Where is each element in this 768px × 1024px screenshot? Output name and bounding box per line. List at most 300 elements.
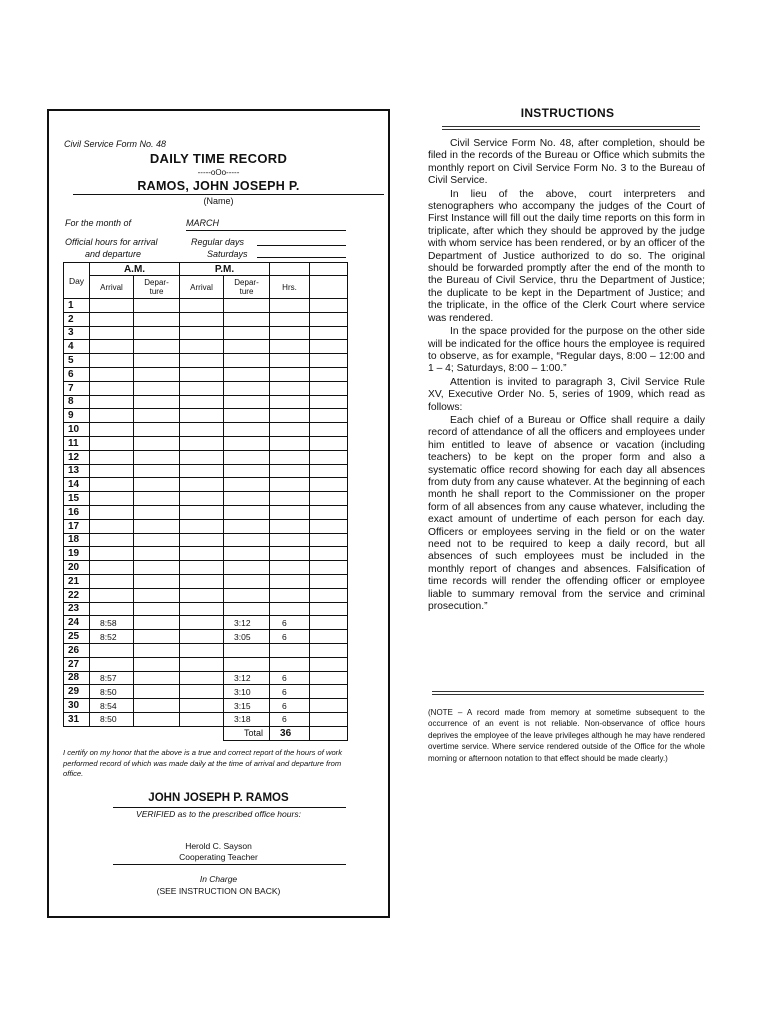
hrs-cell[interactable]: 6 bbox=[270, 671, 310, 685]
pm-arrival-cell[interactable] bbox=[180, 602, 224, 616]
hrs-cell[interactable] bbox=[270, 312, 310, 326]
pm-arrival-cell[interactable] bbox=[180, 381, 224, 395]
table-row bbox=[64, 712, 348, 726]
am-departure-cell[interactable] bbox=[134, 699, 180, 713]
pm-departure-cell[interactable]: 3:12 bbox=[224, 616, 270, 630]
am-departure-cell[interactable] bbox=[134, 340, 180, 354]
am-departure-cell[interactable] bbox=[134, 478, 180, 492]
table-row bbox=[64, 547, 348, 561]
pm-arrival-cell[interactable] bbox=[180, 450, 224, 464]
hrs-cell[interactable]: 6 bbox=[270, 712, 310, 726]
am-departure-cell[interactable] bbox=[134, 299, 180, 313]
hrs-cell[interactable] bbox=[270, 395, 310, 409]
instruction-paragraph: Civil Service Form No. 48, after completion, should be filed in the records of the Bureau or Office which submits the monthly report on Civil Service Form No. 3 to the Bureau of Civil Service. bbox=[428, 138, 705, 187]
am-arrival-cell[interactable]: 8:58 bbox=[90, 616, 134, 630]
pm-header: P.M. bbox=[180, 263, 270, 276]
am-arrival-cell[interactable] bbox=[90, 519, 134, 533]
day-number: 11 bbox=[64, 436, 90, 450]
am-departure-cell[interactable] bbox=[134, 630, 180, 644]
pm-departure-cell[interactable] bbox=[224, 436, 270, 450]
am-departure-cell[interactable] bbox=[134, 423, 180, 437]
table-row bbox=[64, 354, 348, 368]
pm-departure-cell[interactable] bbox=[224, 312, 270, 326]
day-number: 30 bbox=[64, 699, 90, 713]
pm-arrival-cell[interactable] bbox=[180, 533, 224, 547]
pm-departure-cell[interactable] bbox=[224, 519, 270, 533]
am-departure-cell[interactable] bbox=[134, 712, 180, 726]
pm-departure-cell[interactable] bbox=[224, 354, 270, 368]
hrs-cell[interactable] bbox=[270, 547, 310, 561]
pm-arrival-cell[interactable] bbox=[180, 616, 224, 630]
hrs-cell[interactable] bbox=[270, 602, 310, 616]
table-row bbox=[64, 602, 348, 616]
day-number: 18 bbox=[64, 533, 90, 547]
pm-departure-cell[interactable] bbox=[224, 533, 270, 547]
am-departure-cell[interactable] bbox=[134, 574, 180, 588]
am-departure-cell[interactable] bbox=[134, 616, 180, 630]
verifier-role: Cooperating Teacher bbox=[179, 852, 258, 862]
pm-departure-cell[interactable] bbox=[224, 381, 270, 395]
table-row bbox=[64, 561, 348, 575]
am-arrival-cell[interactable] bbox=[90, 395, 134, 409]
am-departure-cell[interactable] bbox=[134, 588, 180, 602]
pm-departure-cell[interactable]: 3:05 bbox=[224, 630, 270, 644]
extra-cell bbox=[310, 574, 348, 588]
hrs-cell[interactable] bbox=[270, 478, 310, 492]
hrs-cell[interactable]: 6 bbox=[270, 630, 310, 644]
am-arrival-cell[interactable] bbox=[90, 643, 134, 657]
day-number: 2 bbox=[64, 312, 90, 326]
regular-days-field[interactable] bbox=[257, 245, 346, 246]
official-hours-line1: Official hours for arrival bbox=[65, 237, 158, 247]
am-arrival-cell[interactable] bbox=[90, 340, 134, 354]
am-departure-cell[interactable] bbox=[134, 395, 180, 409]
table-row bbox=[64, 685, 348, 699]
pm-arrival-header: Arrival bbox=[180, 276, 224, 299]
verifier-name: Herold C. Sayson bbox=[185, 841, 252, 851]
verified-statement: VERIFIED as to the prescribed office hours: bbox=[136, 809, 301, 819]
pm-arrival-cell[interactable] bbox=[180, 409, 224, 423]
am-departure-cell[interactable] bbox=[134, 492, 180, 506]
am-departure-cell[interactable] bbox=[134, 381, 180, 395]
am-arrival-cell[interactable] bbox=[90, 409, 134, 423]
hrs-cell[interactable] bbox=[270, 409, 310, 423]
am-departure-cell[interactable] bbox=[134, 367, 180, 381]
table-row bbox=[64, 312, 348, 326]
extra-cell bbox=[310, 299, 348, 313]
pm-departure-cell[interactable] bbox=[224, 492, 270, 506]
day-number: 7 bbox=[64, 381, 90, 395]
instruction-paragraph: Attention is invited to paragraph 3, Civil Service Rule XV, Executive Order No. 5, series of 1909, which read as follows: bbox=[428, 376, 705, 413]
extra-cell bbox=[310, 505, 348, 519]
am-departure-cell[interactable] bbox=[134, 533, 180, 547]
instructions-title: INSTRUCTIONS bbox=[520, 106, 615, 120]
extra-cell bbox=[310, 381, 348, 395]
pm-arrival-cell[interactable] bbox=[180, 326, 224, 340]
hrs-cell[interactable] bbox=[270, 423, 310, 437]
am-arrival-cell[interactable]: 8:54 bbox=[90, 699, 134, 713]
am-arrival-cell[interactable]: 8:50 bbox=[90, 712, 134, 726]
pm-departure-cell[interactable] bbox=[224, 574, 270, 588]
table-row bbox=[64, 671, 348, 685]
table-row bbox=[64, 395, 348, 409]
extra-cell bbox=[310, 657, 348, 671]
table-row bbox=[64, 643, 348, 657]
day-number: 29 bbox=[64, 685, 90, 699]
day-number: 19 bbox=[64, 547, 90, 561]
month-label: For the month of bbox=[65, 218, 132, 228]
pm-departure-cell[interactable] bbox=[224, 299, 270, 313]
day-number: 31 bbox=[64, 712, 90, 726]
instruction-paragraph: In lieu of the above, court interpreters and stenographers who accompany the judges of the Court of First Instance will fill out the daily time reports on this form in triplicate, after which they should be approved by the judge with whom service has been rendered, or by an officer of the Department of Justice authorized to do so. The original should be forwarded promptly after the end of the month to the Bureau of Civil Service, thru the Department of Justice; the duplicate to be kept in the Department of Justice; and the triplicate, in the office of the Clerk Court where service was rendered. bbox=[428, 188, 705, 324]
am-departure-cell[interactable] bbox=[134, 671, 180, 685]
extra-cell bbox=[310, 312, 348, 326]
pm-arrival-cell[interactable] bbox=[180, 478, 224, 492]
extra-cell bbox=[310, 478, 348, 492]
am-arrival-cell[interactable] bbox=[90, 367, 134, 381]
hrs-cell[interactable] bbox=[270, 533, 310, 547]
am-departure-cell[interactable] bbox=[134, 409, 180, 423]
day-number: 12 bbox=[64, 450, 90, 464]
am-arrival-cell[interactable] bbox=[90, 561, 134, 575]
table-row bbox=[64, 478, 348, 492]
am-departure-header: Depar- ture bbox=[134, 276, 180, 299]
table-row bbox=[64, 574, 348, 588]
am-arrival-cell[interactable] bbox=[90, 547, 134, 561]
hrs-cell[interactable] bbox=[270, 588, 310, 602]
pm-departure-cell[interactable] bbox=[224, 561, 270, 575]
extra-cell bbox=[310, 630, 348, 644]
table-row bbox=[64, 450, 348, 464]
hrs-cell[interactable] bbox=[270, 657, 310, 671]
am-arrival-cell[interactable]: 8:50 bbox=[90, 685, 134, 699]
day-number: 8 bbox=[64, 395, 90, 409]
extra-cell bbox=[310, 367, 348, 381]
pm-departure-header: Depar- ture bbox=[224, 276, 270, 299]
am-arrival-cell[interactable] bbox=[90, 657, 134, 671]
extra-header-top bbox=[310, 263, 348, 276]
extra-cell bbox=[310, 588, 348, 602]
am-departure-cell[interactable] bbox=[134, 643, 180, 657]
am-arrival-cell[interactable] bbox=[90, 533, 134, 547]
extra-cell bbox=[310, 671, 348, 685]
hrs-header: Hrs. bbox=[270, 276, 310, 299]
pm-arrival-cell[interactable] bbox=[180, 588, 224, 602]
hrs-cell[interactable] bbox=[270, 574, 310, 588]
extra-cell bbox=[310, 547, 348, 561]
extra-cell bbox=[310, 616, 348, 630]
pm-departure-cell[interactable] bbox=[224, 423, 270, 437]
day-number: 25 bbox=[64, 630, 90, 644]
day-number: 6 bbox=[64, 367, 90, 381]
verifier-signature-line bbox=[113, 864, 346, 865]
pm-departure-cell[interactable] bbox=[224, 547, 270, 561]
instructions-top-rule bbox=[442, 126, 700, 130]
extra-cell bbox=[310, 712, 348, 726]
table-row bbox=[64, 699, 348, 713]
am-arrival-cell[interactable] bbox=[90, 588, 134, 602]
pm-arrival-cell[interactable] bbox=[180, 367, 224, 381]
day-number: 21 bbox=[64, 574, 90, 588]
table-row bbox=[64, 464, 348, 478]
extra-cell bbox=[310, 423, 348, 437]
pm-departure-cell[interactable] bbox=[224, 602, 270, 616]
pm-arrival-cell[interactable] bbox=[180, 423, 224, 437]
hrs-cell[interactable] bbox=[270, 505, 310, 519]
day-number: 3 bbox=[64, 326, 90, 340]
am-departure-cell[interactable] bbox=[134, 685, 180, 699]
extra-cell bbox=[310, 643, 348, 657]
table-row bbox=[64, 630, 348, 644]
pm-arrival-cell[interactable] bbox=[180, 657, 224, 671]
day-number: 1 bbox=[64, 299, 90, 313]
am-departure-cell[interactable] bbox=[134, 547, 180, 561]
table-row bbox=[64, 299, 348, 313]
month-value: MARCH bbox=[186, 218, 219, 228]
pm-departure-cell[interactable] bbox=[224, 340, 270, 354]
pm-arrival-cell[interactable] bbox=[180, 505, 224, 519]
table-row bbox=[64, 505, 348, 519]
day-number: 5 bbox=[64, 354, 90, 368]
extra-cell bbox=[310, 326, 348, 340]
extra-header bbox=[310, 276, 348, 299]
table-row bbox=[64, 657, 348, 671]
table-row bbox=[64, 381, 348, 395]
pm-departure-cell[interactable] bbox=[224, 657, 270, 671]
pm-arrival-cell[interactable] bbox=[180, 630, 224, 644]
day-number: 26 bbox=[64, 643, 90, 657]
saturdays-field[interactable] bbox=[257, 257, 346, 258]
form-ornament: -----oOo----- bbox=[197, 168, 240, 177]
pm-arrival-cell[interactable] bbox=[180, 671, 224, 685]
pm-departure-cell[interactable] bbox=[224, 588, 270, 602]
table-row bbox=[64, 367, 348, 381]
hrs-cell[interactable] bbox=[270, 464, 310, 478]
employee-name: RAMOS, JOHN JOSEPH P. bbox=[137, 179, 300, 193]
pm-departure-cell[interactable] bbox=[224, 505, 270, 519]
am-arrival-cell[interactable] bbox=[90, 574, 134, 588]
hrs-cell[interactable] bbox=[270, 643, 310, 657]
hrs-cell[interactable] bbox=[270, 381, 310, 395]
am-departure-cell[interactable] bbox=[134, 436, 180, 450]
pm-departure-cell[interactable] bbox=[224, 395, 270, 409]
hrs-cell[interactable] bbox=[270, 436, 310, 450]
hrs-cell[interactable] bbox=[270, 367, 310, 381]
pm-arrival-cell[interactable] bbox=[180, 699, 224, 713]
time-record-table bbox=[63, 262, 348, 741]
am-arrival-cell[interactable] bbox=[90, 423, 134, 437]
table-row bbox=[64, 533, 348, 547]
pm-arrival-cell[interactable] bbox=[180, 340, 224, 354]
extra-cell bbox=[310, 685, 348, 699]
day-number: 24 bbox=[64, 616, 90, 630]
pm-arrival-cell[interactable] bbox=[180, 561, 224, 575]
pm-departure-cell[interactable] bbox=[224, 450, 270, 464]
day-number: 28 bbox=[64, 671, 90, 685]
hrs-cell[interactable] bbox=[270, 354, 310, 368]
day-number: 4 bbox=[64, 340, 90, 354]
extra-cell bbox=[310, 602, 348, 616]
pm-arrival-cell[interactable] bbox=[180, 643, 224, 657]
table-row bbox=[64, 519, 348, 533]
am-arrival-cell[interactable] bbox=[90, 354, 134, 368]
am-departure-cell[interactable] bbox=[134, 450, 180, 464]
table-row bbox=[64, 326, 348, 340]
pm-departure-cell[interactable] bbox=[224, 478, 270, 492]
signature-line bbox=[113, 807, 346, 808]
hrs-cell[interactable] bbox=[270, 450, 310, 464]
official-hours-line2: and departure bbox=[85, 248, 142, 259]
certification-statement: I certify on my honor that the above is a true and correct report of the hours of work performed record of which was made daily at the time of arrival and departure from office. bbox=[63, 748, 342, 778]
pm-departure-cell[interactable]: 3:18 bbox=[224, 712, 270, 726]
am-header: A.M. bbox=[90, 263, 180, 276]
form-title: DAILY TIME RECORD bbox=[149, 151, 288, 166]
am-departure-cell[interactable] bbox=[134, 602, 180, 616]
am-departure-cell[interactable] bbox=[134, 354, 180, 368]
table-row bbox=[64, 423, 348, 437]
extra-cell bbox=[310, 450, 348, 464]
am-arrival-cell[interactable]: 8:52 bbox=[90, 630, 134, 644]
day-number: 9 bbox=[64, 409, 90, 423]
am-arrival-cell[interactable] bbox=[90, 312, 134, 326]
am-departure-cell[interactable] bbox=[134, 561, 180, 575]
extra-cell bbox=[310, 519, 348, 533]
pm-arrival-cell[interactable] bbox=[180, 492, 224, 506]
pm-arrival-cell[interactable] bbox=[180, 685, 224, 699]
total-extra bbox=[310, 726, 348, 740]
instructions-body bbox=[428, 138, 705, 614]
hrs-cell[interactable]: 6 bbox=[270, 699, 310, 713]
total-row bbox=[64, 726, 348, 740]
day-number: 22 bbox=[64, 588, 90, 602]
pm-arrival-cell[interactable] bbox=[180, 712, 224, 726]
extra-cell bbox=[310, 340, 348, 354]
am-departure-cell[interactable] bbox=[134, 657, 180, 671]
am-arrival-cell[interactable] bbox=[90, 492, 134, 506]
pm-arrival-cell[interactable] bbox=[180, 547, 224, 561]
instruction-quoted-rule: Each chief of a Bureau or Office shall require a daily record of attendance of all the officers and employees under him entitled to leave of absence or vacation (including teachers) to be kept on the proper form and also a systematic office record showing for each day all absences from duty from any cause whatever. At the beginning of each month he shall report to the Commissioner on the proper form of all absences from any cause whatever, including the exact amount of undertime of each person for each day. Officers or employees serving in the field or on the water need not to be required to keep a daily record, but all absences of such employees must be included in the monthly report of changes and absences. Falsification of time records will render the offending officer or employee liable to summary removal from the service and criminal prosecution.” bbox=[428, 414, 705, 613]
am-arrival-cell[interactable] bbox=[90, 450, 134, 464]
am-arrival-cell[interactable] bbox=[90, 299, 134, 313]
extra-cell bbox=[310, 699, 348, 713]
pm-departure-cell[interactable]: 3:10 bbox=[224, 685, 270, 699]
total-blank-1 bbox=[64, 726, 90, 740]
hrs-cell[interactable] bbox=[270, 519, 310, 533]
extra-cell bbox=[310, 464, 348, 478]
official-hours-label bbox=[65, 237, 158, 260]
pm-arrival-cell[interactable] bbox=[180, 312, 224, 326]
pm-departure-cell[interactable] bbox=[224, 464, 270, 478]
extra-cell bbox=[310, 395, 348, 409]
hrs-cell[interactable] bbox=[270, 561, 310, 575]
extra-cell bbox=[310, 409, 348, 423]
am-arrival-cell[interactable] bbox=[90, 464, 134, 478]
see-instruction-note: (SEE INSTRUCTION ON BACK) bbox=[156, 886, 281, 896]
name-caption: (Name) bbox=[203, 196, 234, 206]
hrs-cell[interactable] bbox=[270, 340, 310, 354]
total-blank-3 bbox=[134, 726, 180, 740]
day-number: 10 bbox=[64, 423, 90, 437]
am-arrival-cell[interactable]: 8:57 bbox=[90, 671, 134, 685]
time-record-rows bbox=[64, 299, 348, 727]
pm-departure-cell[interactable] bbox=[224, 409, 270, 423]
pm-arrival-cell[interactable] bbox=[180, 519, 224, 533]
table-row bbox=[64, 492, 348, 506]
hrs-cell[interactable] bbox=[270, 299, 310, 313]
hrs-cell[interactable]: 6 bbox=[270, 616, 310, 630]
table-row bbox=[64, 616, 348, 630]
saturdays-label: Saturdays bbox=[207, 249, 248, 259]
hrs-cell[interactable] bbox=[270, 492, 310, 506]
form-number: Civil Service Form No. 48 bbox=[64, 139, 167, 149]
am-departure-cell[interactable] bbox=[134, 519, 180, 533]
total-blank-4 bbox=[180, 726, 224, 740]
table-row bbox=[64, 340, 348, 354]
am-arrival-header: Arrival bbox=[90, 276, 134, 299]
pm-departure-cell[interactable] bbox=[224, 367, 270, 381]
am-arrival-cell[interactable] bbox=[90, 381, 134, 395]
day-number: 17 bbox=[64, 519, 90, 533]
am-departure-cell[interactable] bbox=[134, 464, 180, 478]
am-arrival-cell[interactable] bbox=[90, 478, 134, 492]
pm-arrival-cell[interactable] bbox=[180, 299, 224, 313]
instruction-paragraph: In the space provided for the purpose on the other side will be indicated for the office hours the employee is required to observe, as for example, “Regular days, 8:00 – 12:00 and 1 – 4; Saturdays, 8:00 – 1:00.” bbox=[428, 326, 705, 375]
am-arrival-cell[interactable] bbox=[90, 602, 134, 616]
pm-arrival-cell[interactable] bbox=[180, 436, 224, 450]
day-number: 27 bbox=[64, 657, 90, 671]
pm-departure-cell[interactable]: 3:12 bbox=[224, 671, 270, 685]
am-departure-cell[interactable] bbox=[134, 326, 180, 340]
day-number: 16 bbox=[64, 505, 90, 519]
day-header: Day bbox=[64, 263, 90, 299]
instructions-note: (NOTE – A record made from memory at sometime subsequent to the occurrence of an event is not reliable. Non-observance of office hours deprives the employee of the leave privileges although he may have rendered overtime service. Where service rendered outside of the Office for the whole morning or afternoon notation to that effect should be made clearly.) bbox=[428, 708, 705, 763]
am-arrival-cell[interactable] bbox=[90, 326, 134, 340]
pm-departure-cell[interactable]: 3:15 bbox=[224, 699, 270, 713]
signer-name: JOHN JOSEPH P. RAMOS bbox=[148, 792, 289, 804]
instructions-bottom-rule bbox=[432, 691, 704, 695]
hrs-cell[interactable]: 6 bbox=[270, 685, 310, 699]
am-departure-cell[interactable] bbox=[134, 505, 180, 519]
day-number: 14 bbox=[64, 478, 90, 492]
extra-cell bbox=[310, 561, 348, 575]
extra-cell bbox=[310, 436, 348, 450]
total-blank-2 bbox=[90, 726, 134, 740]
extra-cell bbox=[310, 354, 348, 368]
day-number: 23 bbox=[64, 602, 90, 616]
table-row bbox=[64, 436, 348, 450]
pm-arrival-cell[interactable] bbox=[180, 354, 224, 368]
am-arrival-cell[interactable] bbox=[90, 436, 134, 450]
table-row bbox=[64, 409, 348, 423]
pm-departure-cell[interactable] bbox=[224, 326, 270, 340]
am-departure-cell[interactable] bbox=[134, 312, 180, 326]
pm-arrival-cell[interactable] bbox=[180, 464, 224, 478]
pm-arrival-cell[interactable] bbox=[180, 574, 224, 588]
extra-cell bbox=[310, 533, 348, 547]
extra-cell bbox=[310, 492, 348, 506]
name-underline bbox=[73, 194, 384, 195]
am-arrival-cell[interactable] bbox=[90, 505, 134, 519]
pm-departure-cell[interactable] bbox=[224, 643, 270, 657]
daily-time-record-form bbox=[47, 109, 390, 918]
total-value: 36 bbox=[270, 726, 310, 740]
month-underline bbox=[186, 230, 346, 231]
table-row bbox=[64, 588, 348, 602]
regular-days-label: Regular days bbox=[191, 237, 245, 247]
total-label: Total bbox=[224, 726, 270, 740]
hrs-cell[interactable] bbox=[270, 326, 310, 340]
pm-arrival-cell[interactable] bbox=[180, 395, 224, 409]
